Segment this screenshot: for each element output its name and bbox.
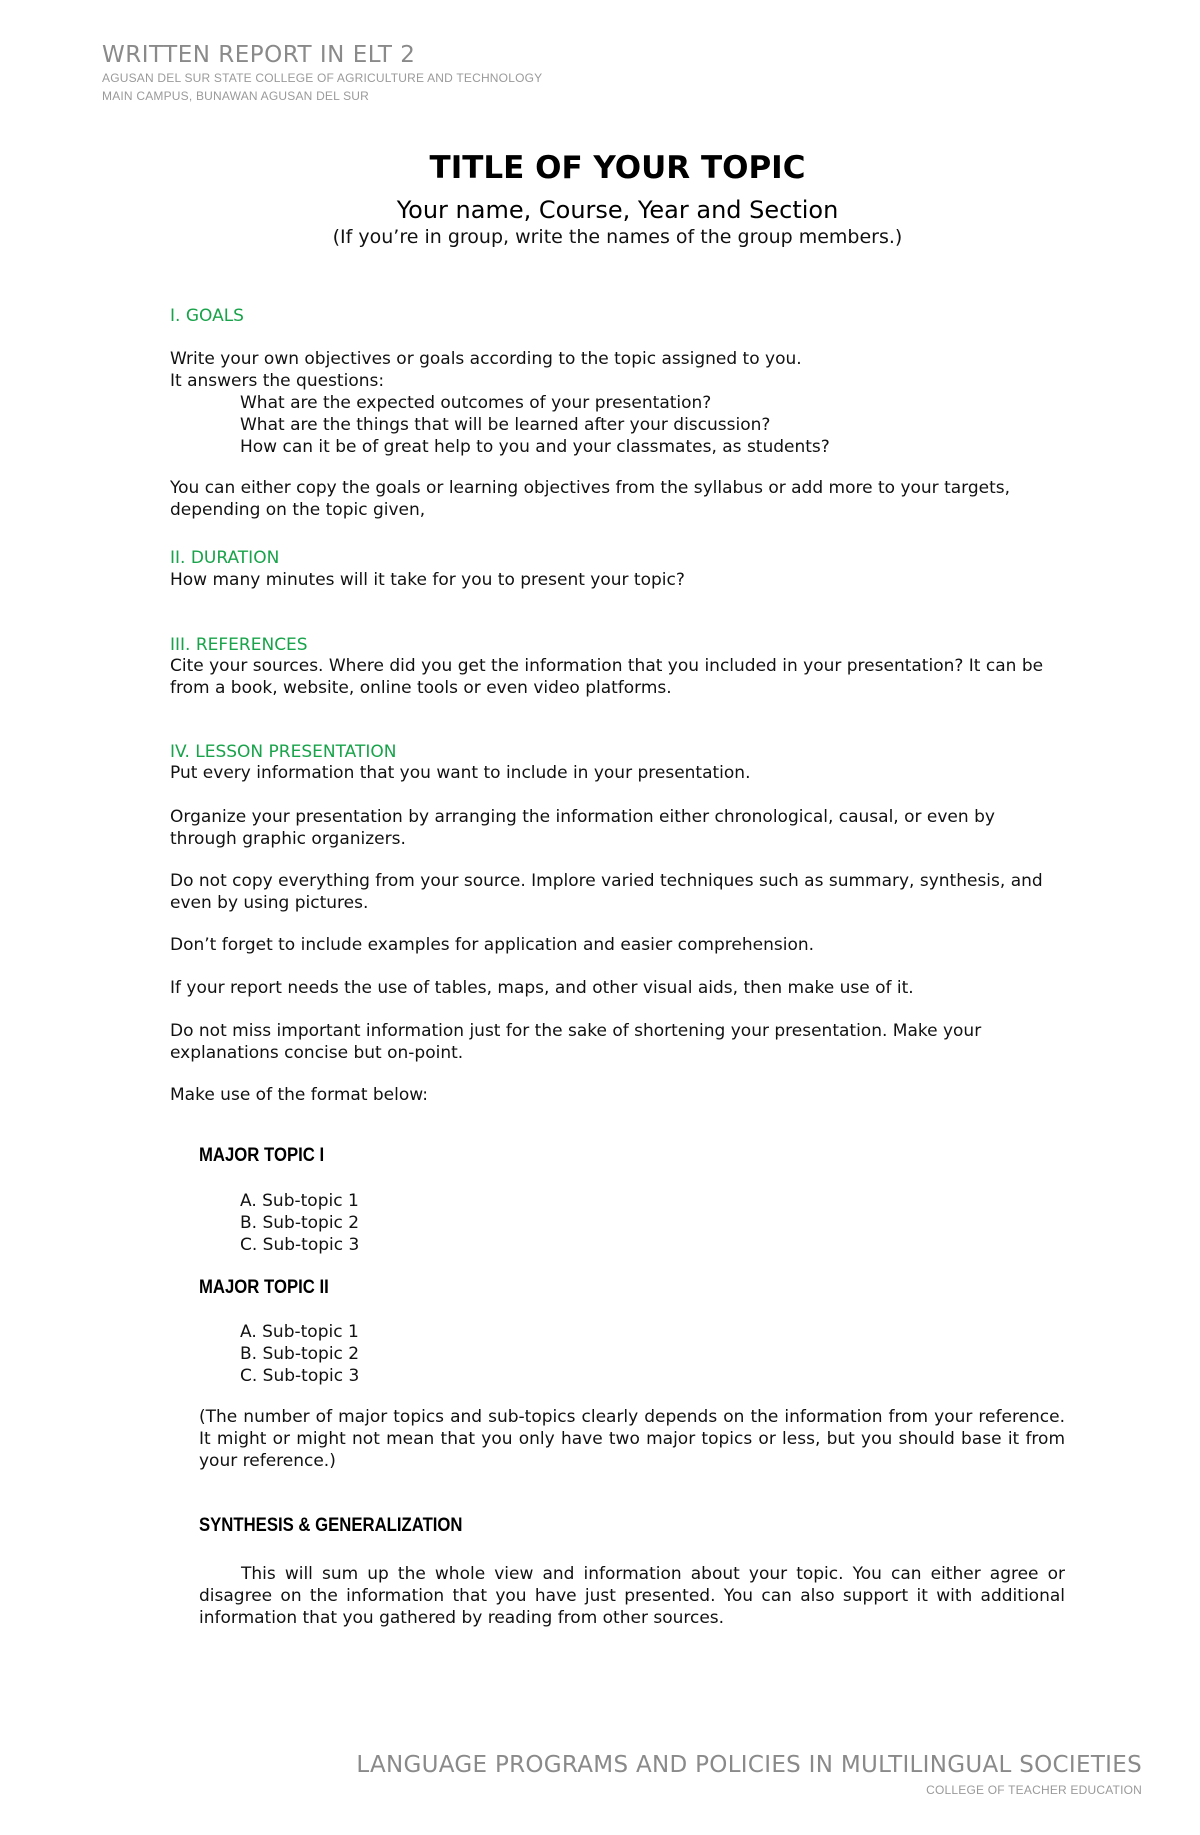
name-line: Your name, Course, Year and Section [396, 196, 839, 224]
lesson-paragraph-3: Do not copy everything from your source. Implore varied techniques such as summary, synthesis, and even by using pictures. [170, 871, 1043, 913]
goals-intro-2: It answers the questions: [170, 371, 385, 391]
lesson-paragraph-6: Do not miss important information just for the sake of shortening your presentation. Make your explanations concise but on-point. [170, 1021, 982, 1063]
goals-note: You can either copy the goals or learning objectives from the syllabus or add more to your targets, depending on the topic given, [170, 478, 1011, 520]
header-campus: MAIN CAMPUS, BUNAWAN AGUSAN DEL SUR [102, 89, 370, 103]
goals-body [170, 348, 1065, 458]
list-item: B. Sub-topic 2 [240, 1344, 360, 1364]
synthesis-text: This will sum up the whole view and information about your topic. You can either agree or disagree on the information that you have just presented. You can also support it with additional information that you gathered by reading from other sources. [199, 1564, 1065, 1628]
group-note: (If you’re in group, write the names of the group members.) [332, 226, 903, 248]
references-text: Cite your sources. Where did you get the information that you included in your presentation? It can be from a book, website, online tools or even video platforms. [170, 656, 1044, 698]
goals-intro-1: Write your own objectives or goals according to the topic assigned to you. [170, 349, 802, 369]
list-item: C. Sub-topic 3 [240, 1235, 360, 1255]
duration-text: How many minutes will it take for you to present your topic? [170, 570, 685, 590]
goals-question-3: How can it be of great help to you and your classmates, as students? [240, 437, 830, 457]
footer-title: LANGUAGE PROGRAMS AND POLICIES IN MULTILINGUAL SOCIETIES [356, 1752, 1142, 1778]
list-item: A. Sub-topic 1 [240, 1191, 359, 1211]
lesson-paragraph-2: Organize your presentation by arranging the information either chronological, causal, or even by through graphic organizers. [170, 807, 995, 849]
list-item: C. Sub-topic 3 [240, 1366, 360, 1386]
goals-question-1: What are the expected outcomes of your presentation? [240, 393, 712, 413]
goals-question-2: What are the things that will be learned after your discussion? [240, 415, 771, 435]
goals-heading: I. GOALS [170, 306, 244, 326]
header-school: AGUSAN DEL SUR STATE COLLEGE OF AGRICULTURE AND TECHNOLOGY [102, 71, 543, 85]
synthesis-heading: SYNTHESIS & GENERALIZATION [199, 1515, 463, 1536]
header-title: WRITTEN REPORT IN ELT 2 [102, 42, 416, 68]
major-topic-2-subtopics [240, 1321, 359, 1387]
list-item: A. Sub-topic 1 [240, 1322, 359, 1342]
lesson-heading: IV. LESSON PRESENTATION [170, 742, 397, 762]
footer-college: COLLEGE OF TEACHER EDUCATION [926, 1783, 1142, 1797]
lesson-paragraph-1: Put every information that you want to include in your presentation. [170, 763, 751, 783]
list-item: B. Sub-topic 2 [240, 1213, 360, 1233]
lesson-paragraph-4: Don’t forget to include examples for application and easier comprehension. [170, 935, 815, 955]
major-topic-1-subtopics [240, 1190, 359, 1256]
major-topic-2: MAJOR TOPIC II [199, 1277, 329, 1298]
format-note: (The number of major topics and sub-topics clearly depends on the information from your reference. It might or might not mean that you only have two major topics or less, but you should base it from your reference.) [199, 1407, 1065, 1471]
duration-heading: II. DURATION [170, 548, 280, 568]
lesson-paragraph-5: If your report needs the use of tables, maps, and other visual aids, then make use of it. [170, 978, 914, 998]
major-topic-1: MAJOR TOPIC I [199, 1145, 325, 1166]
lesson-paragraph-7: Make use of the format below: [170, 1085, 428, 1105]
references-heading: III. REFERENCES [170, 635, 308, 655]
document-title: TITLE OF YOUR TOPIC [429, 150, 806, 186]
